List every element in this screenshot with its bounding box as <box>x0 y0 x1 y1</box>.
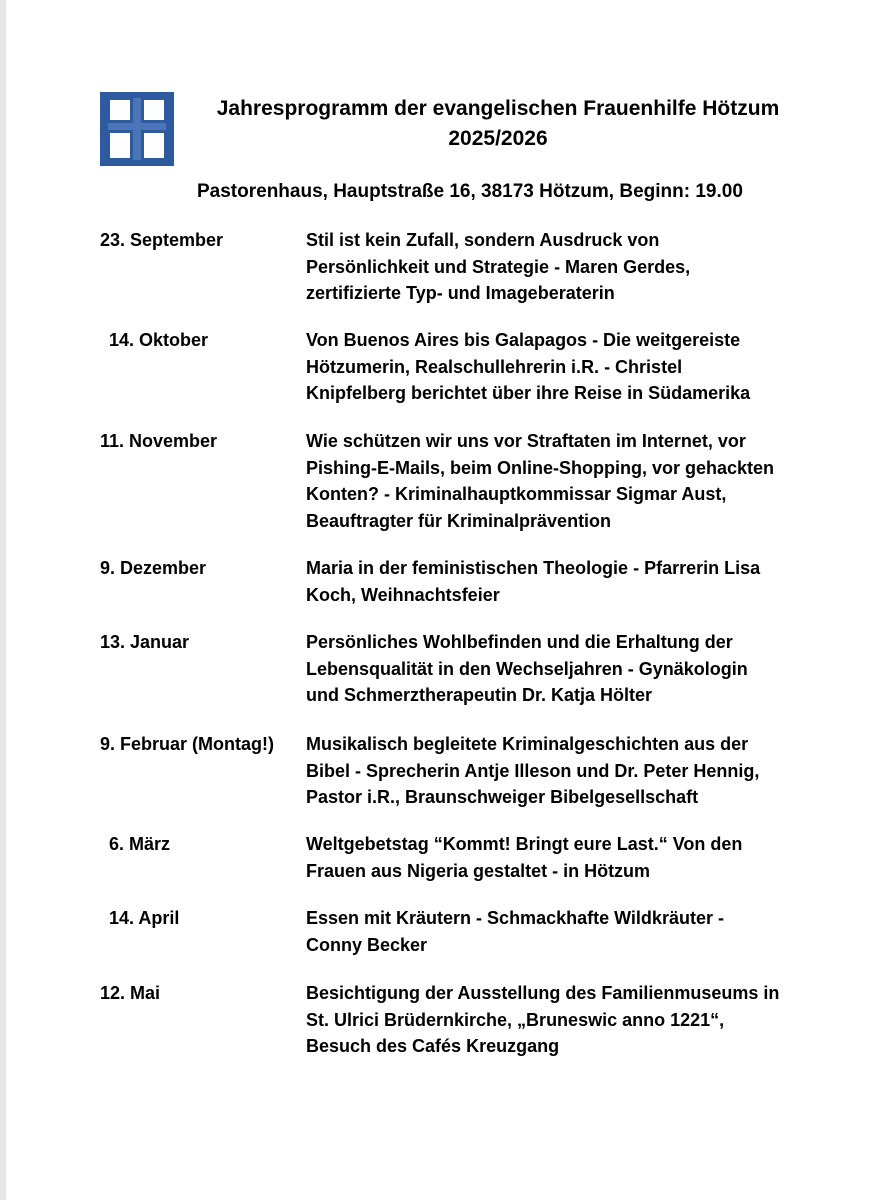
event-date: 11. November <box>100 431 218 451</box>
event-description <box>306 428 806 534</box>
event-date: 6. März <box>109 834 171 854</box>
event-description <box>306 629 806 709</box>
event-date: 9. Dezember <box>100 558 207 578</box>
event-line: Bibel - Sprecherin Antje Illeson und Dr. Peter Hennig, <box>306 760 760 781</box>
event-date: 23. September <box>100 230 224 250</box>
event-line: Beauftragter für Kriminalprävention <box>306 510 612 531</box>
event-description <box>306 980 806 1060</box>
event-line: Weltgebetstag “Kommt! Bringt eure Last.“ Von den <box>306 834 743 854</box>
event-line: Maria in der feministischen Theologie - Pfarrerin Lisa <box>306 558 761 578</box>
title-line-1: Jahresprogramm der evangelischen Frauenhilfe Hötzum <box>216 97 780 120</box>
event-line: Koch, Weihnachtsfeier <box>306 584 500 605</box>
event-line: Persönlichkeit und Strategie - Maren Gerdes, <box>306 256 691 277</box>
event-date: 13. Januar <box>100 632 190 652</box>
event-description <box>306 227 806 307</box>
event-description <box>306 831 806 884</box>
title-line-2: 2025/2026 <box>448 127 548 150</box>
event-description <box>306 731 806 811</box>
event-line: Besichtigung der Ausstellung des Familienmuseums in <box>306 983 780 1003</box>
page-edge <box>0 0 6 1200</box>
event-line: Pastor i.R., Braunschweiger Bibelgesellschaft <box>306 787 699 807</box>
event-line: Hötzumerin, Realschullehrerin i.R. - Christel <box>306 356 683 377</box>
event-line: Conny Becker <box>306 934 428 955</box>
event-line: und Schmerztherapeutin Dr. Katja Hölter <box>306 685 653 705</box>
event-line: Wie schützen wir uns vor Straftaten im Internet, vor <box>306 431 746 451</box>
event-line: Frauen aus Nigeria gestaltet - in Hötzum <box>306 860 651 881</box>
event-line: St. Ulrici Brüdernkirche, „Bruneswic anno 1221“, <box>306 1009 725 1030</box>
page-title <box>188 94 808 154</box>
event-line: Knipfelberg berichtet über ihre Reise in Südamerika <box>306 383 751 403</box>
event-line: Musikalisch begleitete Kriminalgeschichten aus der <box>306 734 749 754</box>
cross-logo-icon <box>100 92 174 166</box>
event-description <box>306 905 806 958</box>
venue-address: Pastorenhaus, Hauptstraße 16, 38173 Hötzum, Beginn: 19.00 <box>197 181 743 202</box>
event-description <box>306 327 806 407</box>
event-line: Von Buenos Aires bis Galapagos - Die weitgereiste <box>306 330 741 350</box>
event-line: Konten? - Kriminalhauptkommissar Sigmar Aust, <box>306 484 727 504</box>
event-line: zertifizierte Typ- und Imageberaterin <box>306 283 615 303</box>
event-line: Pishing-E-Mails, beim Online-Shopping, vor gehackten <box>306 457 775 478</box>
event-line: Besuch des Cafés Kreuzgang <box>306 1036 560 1056</box>
event-line: Lebensqualität in den Wechseljahren - Gynäkologin <box>306 658 748 679</box>
event-date: 9. Februar (Montag!) <box>100 734 274 754</box>
event-date: 12. Mai <box>100 983 161 1003</box>
event-line: Essen mit Kräutern - Schmackhafte Wildkräuter - <box>306 908 724 928</box>
event-line: Persönliches Wohlbefinden und die Erhaltung der <box>306 632 733 652</box>
event-date: 14. Oktober <box>109 330 209 350</box>
event-line: Stil ist kein Zufall, sondern Ausdruck von <box>306 230 660 250</box>
event-description <box>306 555 806 608</box>
event-date: 14. April <box>109 908 180 928</box>
